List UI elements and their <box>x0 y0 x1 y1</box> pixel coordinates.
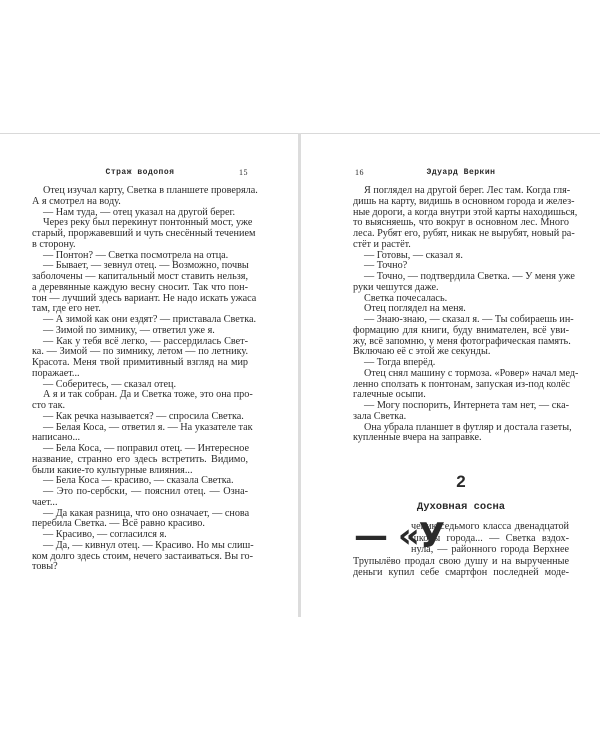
text-line: ка. — Зимой — по зимнику, летом — по летнику. <box>32 346 248 358</box>
text-line: — Зимой по зимнику, — ответил уже я. <box>43 324 215 336</box>
text-line: сто так. <box>32 400 66 411</box>
text-line: название, странно его здесь встретить. Видимо, <box>32 453 248 465</box>
text-line: чает... <box>32 496 58 508</box>
right-page <box>353 168 579 579</box>
text-line: — Соберитесь, — сказал отец. <box>43 378 176 390</box>
text-line: тон — лучший здесь вариант. Не надо искать ужаса <box>32 292 257 304</box>
chapter-number: 2 <box>456 472 466 491</box>
text-line: — Могу поспорить, Интернета там нет, — ска- <box>364 400 569 411</box>
text-line: — Да, — кивнул отец. — Красиво. Но мы слиш- <box>43 539 254 551</box>
text-line: леса. Рубят его, рубят, никак не вырубят, новый ра- <box>353 228 575 239</box>
page-number: 15 <box>239 168 248 177</box>
text-line: в сторону. <box>32 238 76 250</box>
chapter-title: Духовная сосна <box>416 501 506 513</box>
running-header <box>353 168 569 180</box>
text-line: — А зимой как они ездят? — приставала Светка. <box>43 314 257 325</box>
text-line: — Бела Коса — красиво, — сказала Светка. <box>43 475 234 487</box>
text-line: жу, всё запомню, у меня фотографическая память. <box>353 335 571 347</box>
text-line: товы? <box>32 561 58 573</box>
running-title: Эдуард Веркин <box>426 168 496 177</box>
text-line: заболочены — капитальный мост ставить нельзя, <box>32 271 248 282</box>
text-line: Включаю её с этой же секунды. <box>353 346 491 358</box>
text-line: там, где его нет. <box>32 303 101 315</box>
text-line: — Как у тебя всё легко, — рассердилась Свет- <box>43 335 248 347</box>
text-line: поражает... <box>32 367 80 379</box>
text-line: то выясняешь, что вокруг в основном лес. Много <box>353 217 569 229</box>
text-line: ленно сползать к понтонам, запуская из-под колёс <box>353 378 570 390</box>
text-line: школы города... — Светка вздох- <box>411 532 569 544</box>
text-line: деньги купил себе смартфон последней моде- <box>353 567 569 579</box>
text-line: ные дороги, а когда внутри этой карты находишься, <box>353 206 578 218</box>
text-line: А я смотрел на воду. <box>32 195 121 207</box>
text-line: нула, — районного города Верхнее <box>411 544 569 556</box>
page-body <box>32 185 258 573</box>
text-line: Трупылёво продал свою душу и на вырученные <box>353 555 569 567</box>
text-line: — Красиво, — согласился я. <box>43 529 167 540</box>
text-line: — Знаю-знаю, — сказал я. — Ты собираешь ин- <box>364 314 574 325</box>
text-line: — Готовы, — сказал я. <box>364 249 463 261</box>
drop-cap: — «У <box>354 516 445 556</box>
text-line: Я поглядел на другой берег. Лес там. Когда гля- <box>364 185 571 196</box>
text-line: руки чешутся даже. <box>353 281 439 293</box>
text-line: были какие-то культурные влияния... <box>32 464 193 476</box>
text-line: — Да какая разница, что оно означает, — снова <box>43 507 250 519</box>
chapter-opening <box>353 516 569 579</box>
text-line: формацию для книги, буду внимателен, всё уви- <box>353 324 569 336</box>
text-line: — Как речка называется? — спросила Светка. <box>43 410 244 422</box>
text-line: стёт и растёт. <box>353 238 411 250</box>
text-line: а деревянные каждую весну сносит. Так что пон- <box>32 281 248 293</box>
book-gutter <box>298 133 301 617</box>
text-line: Она убрала планшет в футляр и достала газеты, <box>364 421 572 433</box>
left-page <box>32 168 258 573</box>
text-line: — Бывает, — зевнул отец. — Возможно, почвы <box>43 260 249 272</box>
running-header <box>32 168 248 180</box>
text-line: написано... <box>32 432 81 444</box>
text-line: дишь на карту, видишь в основном города и желез- <box>353 195 575 207</box>
text-line: галечные осыпи. <box>353 389 426 401</box>
text-line: ченик седьмого класса двенадцатой <box>411 521 569 532</box>
text-line: зала Светка. <box>353 410 407 422</box>
text-line: — Точно, — подтвердила Светка. — У меня уже <box>364 271 575 282</box>
text-line: — Тогда вперёд. <box>364 357 436 368</box>
page-body <box>353 185 579 444</box>
text-line: — Это по-сербски, — пояснил отец. — Озна- <box>43 486 248 497</box>
page-number: 16 <box>355 168 364 177</box>
text-line: ком долго здесь стоим, нечего застаиваться. Вы го- <box>32 550 254 562</box>
text-line: — Понтон? — Светка посмотрела на отца. <box>43 249 229 261</box>
text-line: старый, проржавевший и чуть снесённый течением <box>32 228 256 239</box>
text-line: — Нам туда, — отец указал на другой берег. <box>43 206 236 218</box>
text-line: — Точно? <box>364 260 408 272</box>
text-line: — Бела Коса, — поправил отец. — Интересное <box>43 443 249 454</box>
text-line: купленные вчера на заправке. <box>353 432 482 444</box>
text-line: Отец поглядел на меня. <box>364 303 466 315</box>
text-line: Красота. Меня твой примитивный взгляд на мир <box>32 357 248 368</box>
text-line: Отец снял машину с тормоза. «Ровер» начал мед- <box>364 367 579 379</box>
text-line: — Белая Коса, — ответил я. — На указателе так <box>43 421 253 433</box>
text-line: А я и так собран. Да и Светка тоже, это она про- <box>43 389 253 401</box>
running-title: Страж водопоя <box>105 168 175 177</box>
text-line: перебила Светка. — Всё равно красиво. <box>32 518 205 530</box>
text-line: Через реку был перекинут понтонный мост, уже <box>43 217 253 229</box>
text-line: Светка почесалась. <box>364 292 448 304</box>
text-line: Отец изучал карту, Светка в планшете проверяла. <box>43 185 258 196</box>
